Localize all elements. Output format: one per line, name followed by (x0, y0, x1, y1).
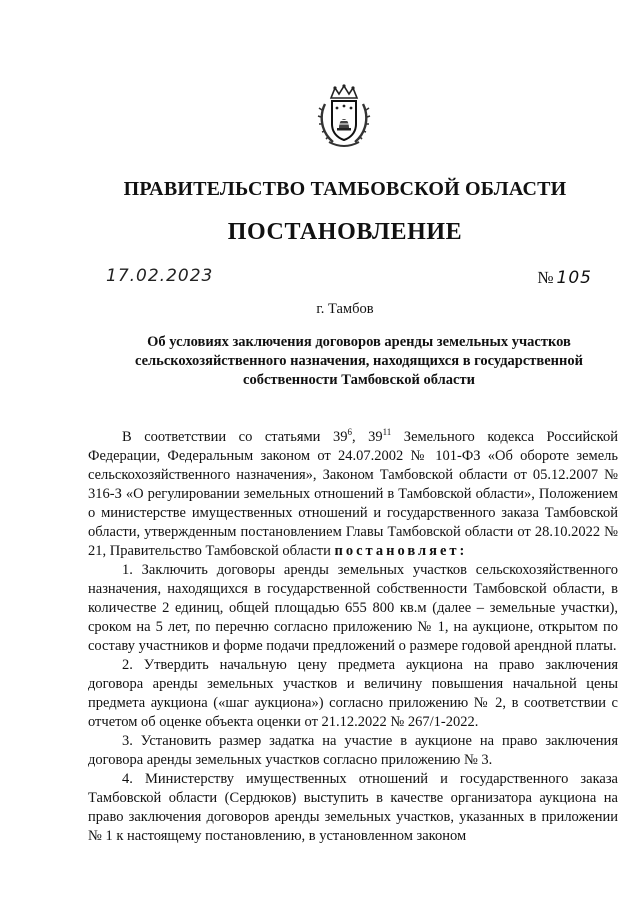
document-number (537, 268, 592, 288)
list-item: 2. Утвердить начальную цену предмета аукциона на право заключения договора аренды земельных участков и величину повышения начальной цены предмета аукциона («шаг аукциона») согласно приложению № 2, в соответствии с отчетом об оценке объекта оценки от 21.12.2022 № 267/1-2022. (88, 657, 618, 730)
preamble-superscript-2: 11 (382, 428, 392, 438)
document-subject: Об условиях заключения договоров аренды земельных участков сельскохозяйственного назначения, находящихся в государственной собственности Тамбовской области (134, 334, 583, 388)
document-date: 17.02.2023 (106, 266, 214, 286)
decree-word: постановляет: (334, 543, 468, 559)
preamble-superscript-1: 6 (347, 428, 352, 438)
list-item: 3. Установить размер задатка на участие в аукционе на право заключения договора аренды земельных участков согласно приложению № 3. (88, 733, 618, 768)
document-type-title: ПОСТАНОВЛЕНИЕ (227, 219, 463, 245)
list-item: 4. Министерству имущественных отношений и государственного заказа Тамбовской области (Сердюков) выступить в качестве организатора аукциона на право заключения договоров аренды земельных участков, указанных в приложении № 1 к настоящему постановлению, в установленном законом (88, 771, 618, 844)
preamble-text-2: , 39 (351, 429, 383, 445)
preamble-text-1: В соответствии со статьями 39 (122, 429, 348, 445)
coat-of-arms-icon (317, 84, 371, 150)
document-body (88, 428, 618, 898)
government-title: ПРАВИТЕЛЬСТВО ТАМБОВСКОЙ ОБЛАСТИ (123, 178, 567, 200)
number-label: № (537, 268, 554, 287)
city-line: г. Тамбов (316, 301, 374, 317)
number-value: 105 (556, 268, 592, 288)
list-item: 1. Заключить договоры аренды земельных участков сельскохозяйственного назначения, находящихся в государственной собственности Тамбовской области, в количестве 2 единиц, общей площадью 655 800 кв.м (далее – земельные участки), сроком на 5 лет, по перечню согласно приложению № 1, на аукционе, открытом по составу участников и форме подачи предложений о размере годовой арендной платы. (88, 562, 618, 654)
preamble-text-3: Земельного кодекса Российской Федерации, Федеральным законом от 24.07.2002 № 101-ФЗ «Об обороте земель сельскохозяйственного назначения», Законом Тамбовской области от 05.12.2007 № 316-З «О регулировании земельных отношений в Тамбовской области», Положением о министерстве имущественных отношений и государственного заказа Тамбовской области, утвержденным постановлением Главы Тамбовской области от 28.10.2022 № 21, Правительство Тамбовской области (88, 429, 618, 559)
preamble-paragraph (88, 428, 618, 561)
